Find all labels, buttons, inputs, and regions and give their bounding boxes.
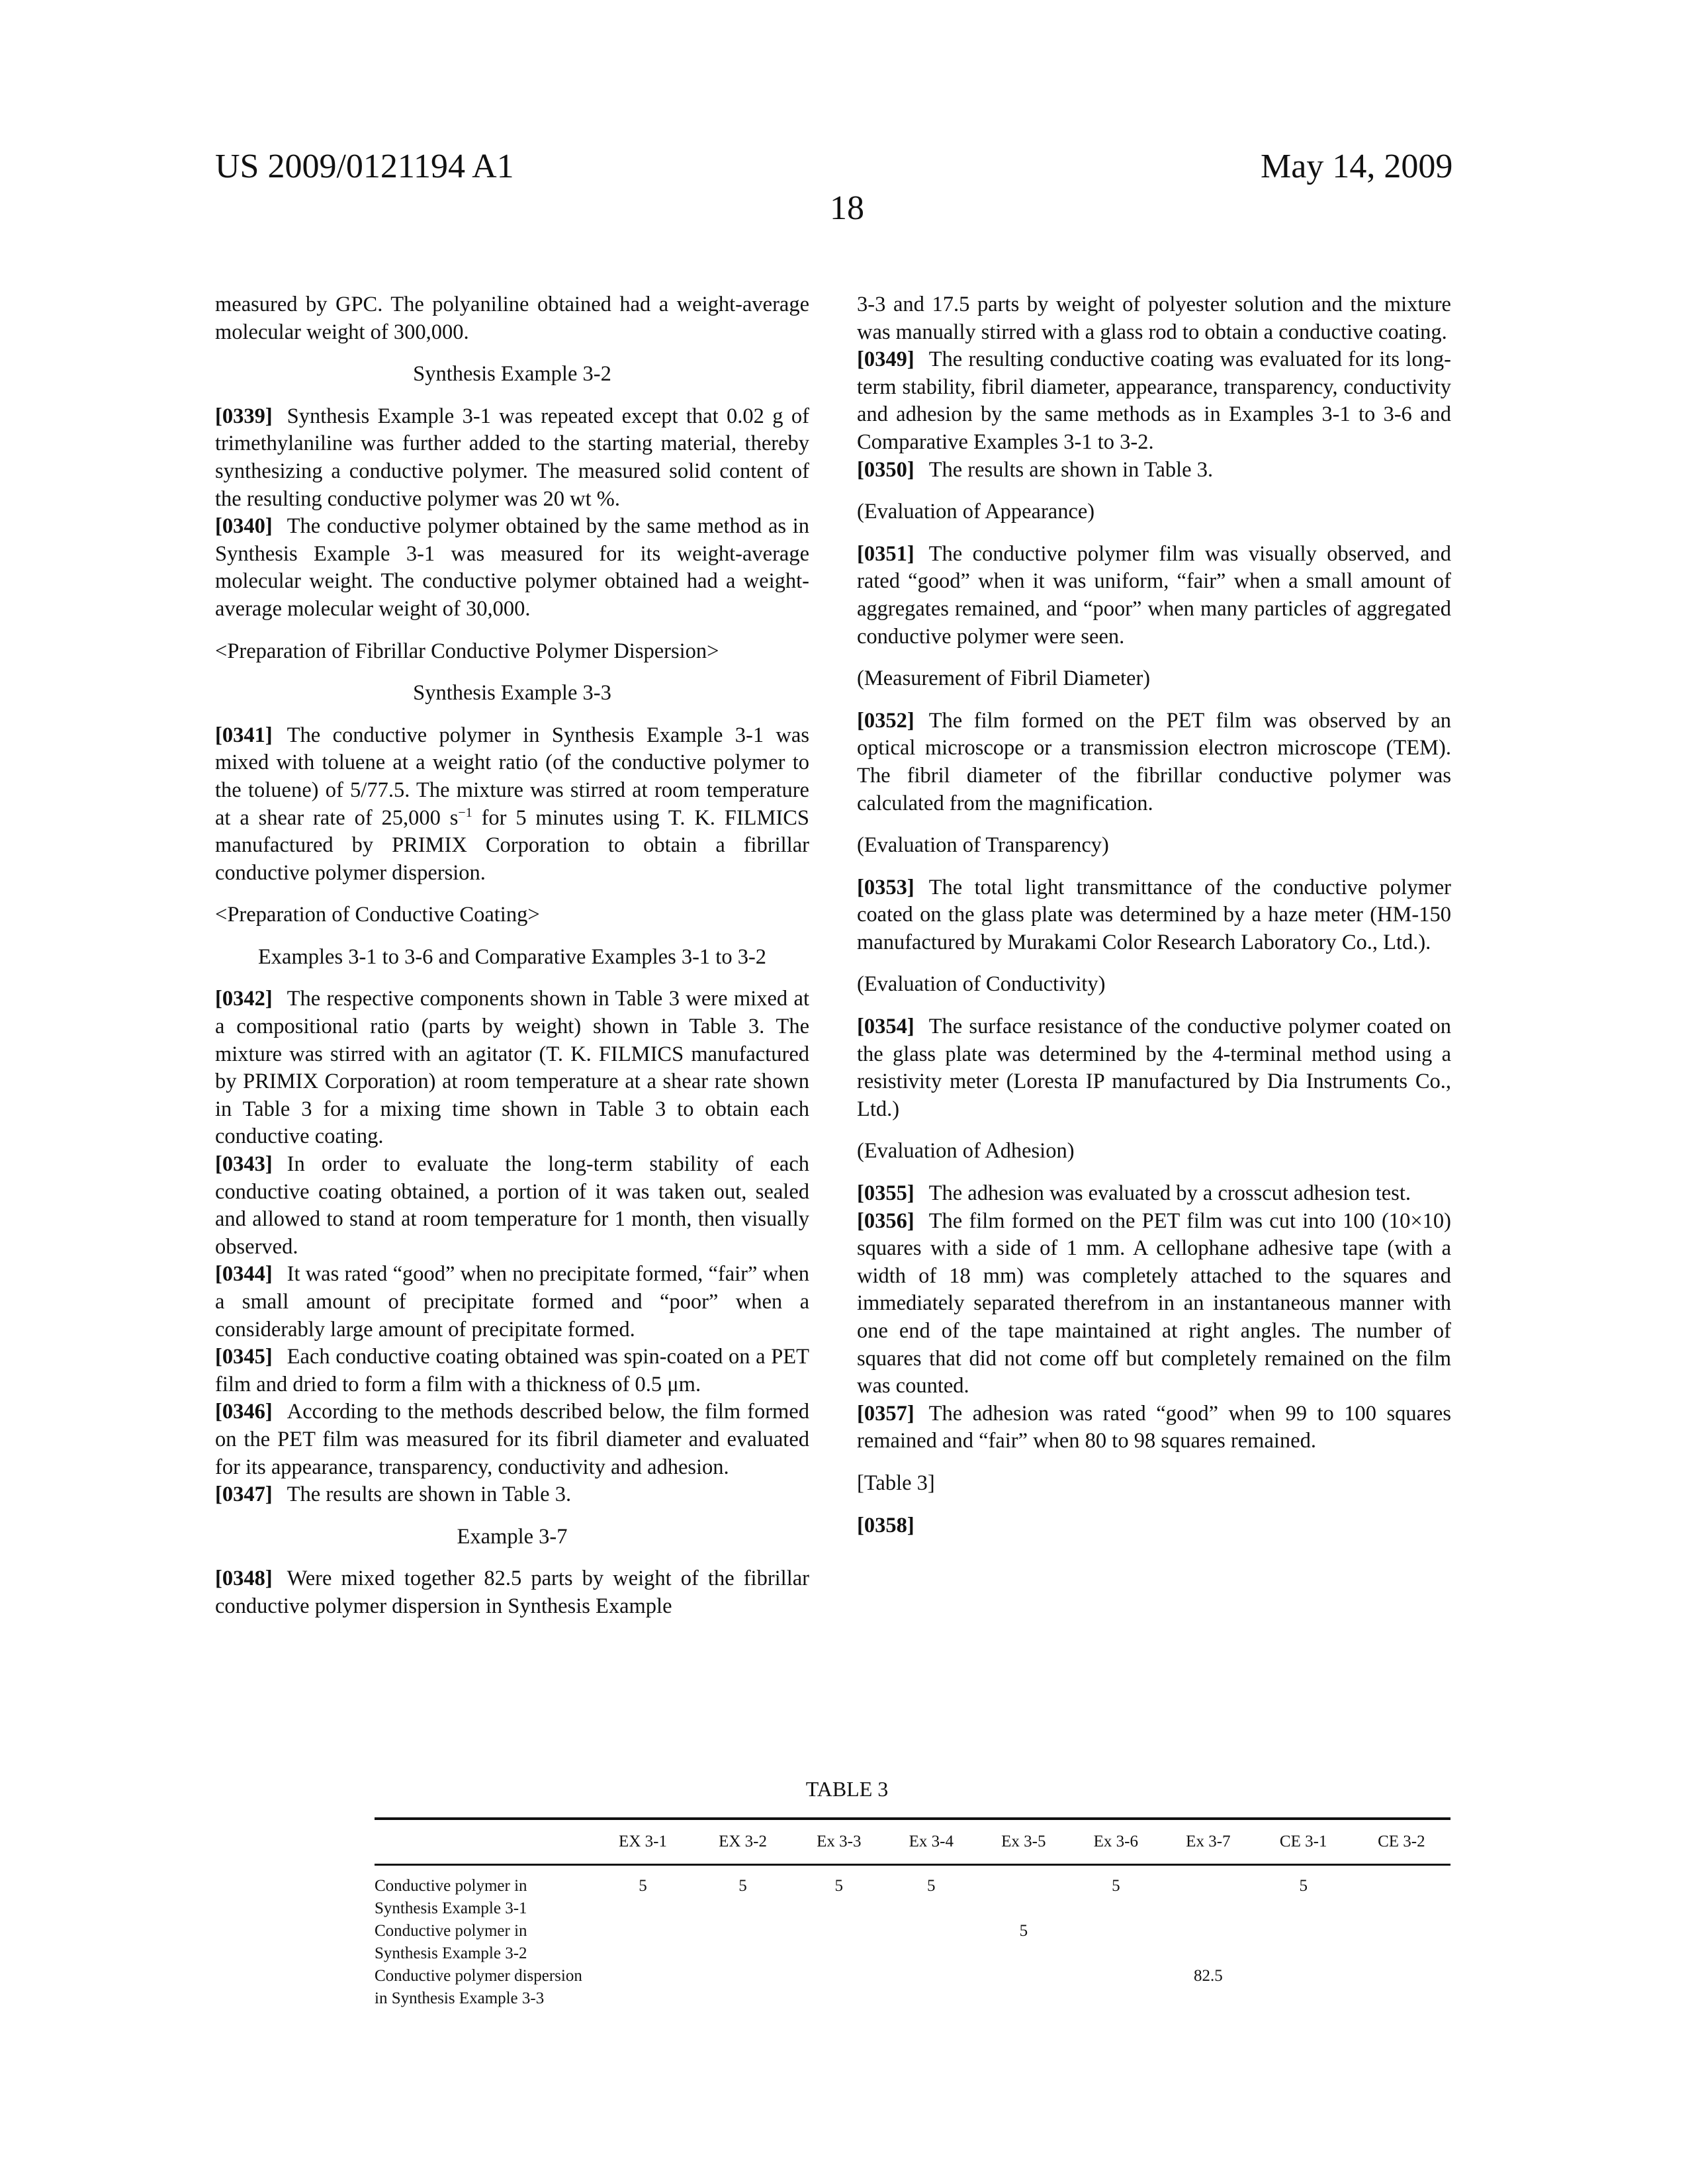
table-cell: [1353, 1965, 1450, 2010]
paragraph-text: The conductive polymer film was visually observed, and rated “good” when it was uniform, “fair” when a small amount of aggregates remained, and “poor” when many particles of aggregated conductive polymer were seen.: [857, 541, 1451, 649]
paragraph-text: Synthesis Example 3-1 was repeated except that 0.02 g of trimethylaniline was further added to the starting material, thereby synthesizing a conductive polymer. The measured solid content of the resulting conductive polymer was 20 wt %.: [215, 404, 809, 511]
column-header: Ex 3-4: [909, 1833, 954, 1850]
table-cell: [1353, 1920, 1450, 1965]
table-cell: 82.5: [1193, 1967, 1223, 1985]
paragraph-number: [0342]: [215, 987, 273, 1011]
table-cell: [793, 1920, 885, 1965]
table-cell: [885, 1965, 978, 2010]
table-cell: [1255, 1920, 1353, 1965]
patent-number: US 2009/0121194 A1: [215, 148, 514, 185]
table-reference: [Table 3]: [857, 1471, 935, 1495]
table-corner-cell: [375, 1819, 593, 1865]
paragraph-number: [0346]: [215, 1400, 273, 1424]
left-column: [215, 291, 809, 1621]
section-heading: (Measurement of Fibril Diameter): [857, 666, 1151, 691]
paragraph-text: The surface resistance of the conductive polymer coated on the glass plate was determined by the 4-terminal method using a resistivity meter (Loresta IP manufactured by Dia Instruments Co., Ltd.): [857, 1015, 1451, 1121]
column-header: EX 3-2: [719, 1833, 767, 1850]
paragraph-number: [0343]: [215, 1152, 273, 1177]
paragraph-number: [0350]: [857, 457, 914, 482]
paragraph-0356: [857, 1208, 1451, 1400]
column-header: Ex 3-3: [817, 1833, 862, 1850]
paragraph-0341: [215, 722, 809, 887]
paragraph-number: [0351]: [857, 541, 914, 566]
column-header: Ex 3-6: [1093, 1833, 1139, 1850]
table-cell: 5: [1299, 1877, 1308, 1895]
table-cell: [593, 1920, 693, 1965]
table-cell: [977, 1965, 1070, 2010]
paragraph-text: According to the methods described below, the film formed on the PET film was measured for its fibril diameter and evaluated for its appearance, transparency, conductivity and adhesion.: [215, 1400, 809, 1479]
table-cell: [793, 1965, 885, 2010]
paragraph-number: [0339]: [215, 404, 273, 428]
table-cell: [693, 1920, 793, 1965]
row-label: Conductive polymer in Synthesis Example 3-1: [375, 1877, 527, 1917]
paragraph-number: [0344]: [215, 1262, 273, 1287]
table-cell: [693, 1965, 793, 2010]
paragraph-continuation: 3-3 and 17.5 parts by weight of polyester solution and the mixture was manually stirred with a glass rod to obtain a conductive coating.: [857, 293, 1451, 344]
paragraph-number: [0347]: [215, 1482, 273, 1507]
table-title: TABLE 3: [805, 1777, 889, 1801]
paragraph-0346: [215, 1398, 809, 1481]
paragraph-text: Each conductive coating obtained was spin-coated on a PET film and dried to form a film with a thickness of 0.5 μm.: [215, 1345, 809, 1396]
data-table: [375, 1817, 1450, 2010]
paragraph-number: [0341]: [215, 723, 273, 747]
paragraph-number: [0353]: [857, 875, 914, 899]
paragraph-0348: [215, 1565, 809, 1620]
table-row: [375, 1865, 1450, 1921]
publication-date: May 14, 2009: [1261, 148, 1453, 185]
paragraph-0345: [215, 1343, 809, 1398]
paragraph-0342: [215, 985, 809, 1151]
table-cell: 5: [1112, 1877, 1120, 1895]
table-cell: [1070, 1920, 1163, 1965]
table-cell: [1070, 1965, 1163, 2010]
table-cell: [885, 1920, 978, 1965]
paragraph-text: The total light transmittance of the conductive polymer coated on the glass plate was determined by a haze meter (HM-150 manufactured by Murakami Color Research Laboratory Co., Ltd.).: [857, 875, 1451, 954]
paragraph-number: [0348]: [215, 1567, 273, 1591]
paragraph-number: [0355]: [857, 1181, 914, 1206]
section-heading: Example 3-7: [457, 1524, 568, 1549]
table-cell: 5: [927, 1877, 936, 1895]
section-heading: (Evaluation of Appearance): [857, 500, 1095, 524]
paragraph-text: Were mixed together 82.5 parts by weight of the fibrillar conductive polymer dispersion in Synthesis Example: [215, 1567, 809, 1618]
paragraph-number: [0352]: [857, 708, 914, 733]
row-label: Conductive polymer dispersion in Synthesis Example 3-3: [375, 1967, 582, 2007]
paragraph-text: The adhesion was evaluated by a crosscut adhesion test.: [928, 1181, 1411, 1206]
paragraph-0344: [215, 1261, 809, 1343]
table-cell: [1162, 1865, 1255, 1921]
row-label: Conductive polymer in Synthesis Example 3-2: [375, 1922, 527, 1962]
paragraph-text: The conductive polymer in Synthesis Example 3-1 was mixed with toluene at a weight ratio (of the conductive polymer to the toluene) of 5/77.5. The mixture was stirred at room temperature at a shear rate of 25,000 s: [215, 723, 809, 830]
paragraph-0357: [857, 1400, 1451, 1455]
section-heading: Synthesis Example 3-2: [413, 362, 611, 387]
column-header: CE 3-2: [1378, 1833, 1425, 1850]
paragraph-text: The respective components shown in Table 3 were mixed at a compositional ratio (parts by weight) shown in Table 3. The mixture was stirred with an agitator (T. K. FILMICS manufactured by PRIMIX Corporation) at room temperature at a shear rate shown in Table 3 for a mixing time shown in Table 3 to obtain each conductive coating.: [215, 987, 809, 1149]
table-cell: [593, 1965, 693, 2010]
paragraph-0358: [857, 1512, 1451, 1540]
section-heading: (Evaluation of Conductivity): [857, 972, 1106, 997]
table-cell: 5: [738, 1877, 747, 1895]
paragraph-continuation: measured by GPC. The polyaniline obtained had a weight-average molecular weight of 300,000.: [215, 293, 809, 344]
page-number: 18: [830, 189, 864, 227]
paragraph-number: [0345]: [215, 1345, 273, 1369]
column-header: CE 3-1: [1279, 1833, 1327, 1850]
section-heading: (Evaluation of Adhesion): [857, 1139, 1075, 1163]
table-cell: [1255, 1965, 1353, 2010]
paragraph-text: The film formed on the PET film was cut into 100 (10×10) squares with a side of 1 mm. A cellophane adhesive tape (with a width of 18 mm) was completely attached to the squares and immediately separated therefrom in an instantaneous manner with one end of the tape maintained at right angles. The number of squares that did not come off but completely remained on the film was counted.: [857, 1208, 1451, 1398]
right-column: [857, 291, 1451, 1539]
table-cell: 5: [639, 1877, 647, 1895]
paragraph-0350: [857, 457, 1451, 484]
section-heading: Examples 3-1 to 3-6 and Comparative Examples 3-1 to 3-2: [257, 944, 767, 969]
paragraph-0354: [857, 1013, 1451, 1123]
paragraph-0355: [857, 1180, 1451, 1208]
paragraph-number: [0356]: [857, 1208, 914, 1233]
table-cell: [977, 1865, 1070, 1921]
paragraph-number: [0349]: [857, 347, 914, 372]
paragraph-number: [0340]: [215, 514, 273, 539]
section-heading: <Preparation of Fibrillar Conductive Polymer Dispersion>: [215, 639, 719, 663]
table-cell: [1353, 1865, 1450, 1921]
paragraph-text: for 5 minutes using T. K. FILMICS manufactured by PRIMIX Corporation to obtain a fibrillar conductive polymer dispersion.: [215, 805, 810, 885]
section-heading: (Evaluation of Transparency): [857, 833, 1109, 858]
superscript: −1: [458, 805, 472, 820]
paragraph-0352: [857, 707, 1451, 817]
paragraph-text: The results are shown in Table 3.: [928, 457, 1214, 482]
paragraph-0347: [215, 1481, 809, 1509]
table-cell: [1162, 1920, 1255, 1965]
paragraph-text: The film formed on the PET film was observed by an optical microscope or a transmission electron microscope (TEM). The fibril diameter of the fibrillar conductive polymer was calculated from the magnification.: [857, 708, 1451, 815]
paragraph-0340: [215, 513, 809, 623]
paragraph-text: The adhesion was rated “good” when 99 to 100 squares remained and “fair” when 80 to 98 squares remained.: [857, 1401, 1451, 1453]
paragraph-number: [0357]: [857, 1401, 914, 1426]
section-heading: Synthesis Example 3-3: [413, 681, 611, 705]
paragraph-0349: [857, 346, 1451, 456]
paragraph-0339: [215, 403, 809, 513]
section-heading: <Preparation of Conductive Coating>: [215, 903, 540, 927]
paragraph-text: It was rated “good” when no precipitate formed, “fair” when a small amount of precipitate formed and “poor” when a considerably large amount of precipitate formed.: [215, 1262, 809, 1342]
column-header: EX 3-1: [619, 1833, 667, 1850]
paragraph-0353: [857, 874, 1451, 957]
paragraph-0351: [857, 541, 1451, 651]
paragraph-number: [0354]: [857, 1015, 914, 1039]
paragraph-text: In order to evaluate the long-term stability of each conductive coating obtained, a portion of it was taken out, sealed and allowed to stand at room temperature for 1 month, then visually observed.: [215, 1152, 809, 1259]
paragraph-text: The conductive polymer obtained by the same method as in Synthesis Example 3-1 was measured for its weight-average molecular weight. The conductive polymer obtained had a weight-average molecular weight of 30,000.: [215, 514, 809, 621]
table-row: [375, 1920, 1450, 1965]
table-header-row: [375, 1819, 1450, 1865]
paragraph-text: The resulting conductive coating was evaluated for its long-term stability, fibril diameter, appearance, transparency, conductivity and adhesion by the same methods as in Examples 3-1 to 3-6 and Comparative Examples 3-1 to 3-2.: [857, 347, 1451, 454]
paragraph-text: The results are shown in Table 3.: [287, 1482, 572, 1507]
paragraph-number: [0358]: [857, 1513, 914, 1537]
table-3: [375, 1817, 1450, 2010]
column-header: Ex 3-7: [1186, 1833, 1231, 1850]
table-row: [375, 1965, 1450, 2010]
column-header: Ex 3-5: [1001, 1833, 1046, 1850]
table-cell: 5: [834, 1877, 844, 1895]
paragraph-0343: [215, 1151, 809, 1261]
table-cell: 5: [1019, 1922, 1028, 1940]
